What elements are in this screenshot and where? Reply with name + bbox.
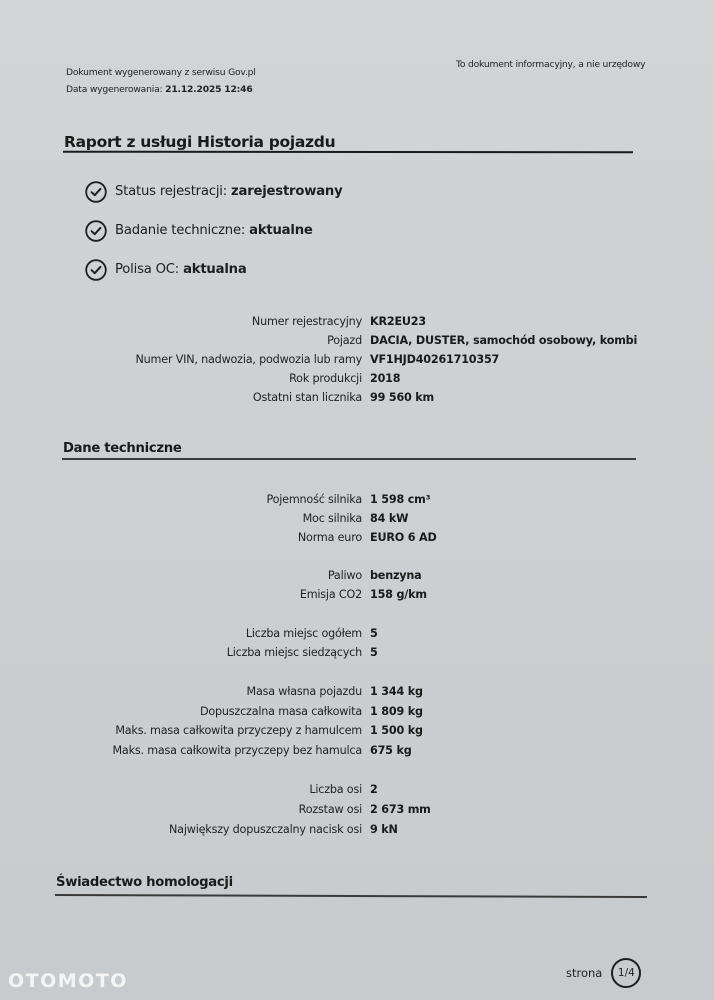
kv-label: Moc silnika [302, 512, 362, 525]
kv-value: 9 kN [370, 823, 398, 836]
page-number-badge: 1/4 [611, 958, 641, 988]
generated-date-label: Data wygenerowania: [66, 84, 163, 95]
kv-value: 5 [370, 646, 378, 659]
watermark-logo: OTOMOTO [8, 970, 128, 992]
kv-value: EURO 6 AD [370, 531, 437, 544]
kv-label: Pojazd [327, 334, 362, 347]
kv-value: benzyna [370, 569, 422, 582]
section-title-homologation: Świadectwo homologacji [56, 875, 233, 890]
status-value: aktualne [249, 223, 313, 238]
kv-label: Liczba miejsc siedzących [226, 646, 362, 659]
report-title: Raport z usługi Historia pojazdu [64, 133, 336, 151]
page-indicator [566, 958, 641, 988]
kv-value: 2 [370, 783, 378, 796]
section-divider [62, 458, 636, 460]
kv-label: Dopuszczalna masa całkowita [199, 705, 362, 718]
status-label: Status rejestracji: [115, 184, 228, 199]
kv-label: Liczba osi [309, 783, 362, 796]
status-inspection [85, 218, 343, 243]
status-insurance [85, 257, 343, 282]
check-circle-icon [85, 220, 107, 242]
kv-label: Paliwo [327, 569, 362, 582]
page-label: strona [566, 966, 603, 980]
kv-value: 158 g/km [370, 588, 427, 601]
kv-value: 2018 [370, 372, 401, 385]
kv-label: Norma euro [297, 531, 362, 544]
generated-date-value: 21.12.2025 12:46 [165, 84, 253, 95]
status-registration [85, 179, 343, 204]
disclaimer-text: To dokument informacyjny, a nie urzędowy [456, 59, 646, 70]
kv-value: 1 598 cm³ [370, 493, 431, 506]
kv-value: 5 [370, 627, 378, 640]
section-title-technical: Dane techniczne [63, 441, 182, 456]
kv-value: 1 500 kg [370, 724, 423, 737]
generated-date [66, 81, 256, 98]
kv-value: KR2EU23 [370, 315, 426, 328]
kv-label: Masa własna pojazdu [246, 685, 362, 698]
status-list [85, 179, 343, 296]
kv-value: 1 809 kg [370, 705, 423, 718]
generated-from-text: Dokument wygenerowany z serwisu Gov.pl [66, 67, 256, 78]
kv-label: Maks. masa całkowita przyczepy z hamulcem [115, 724, 362, 737]
kv-label: Liczba miejsc ogółem [245, 627, 362, 640]
kv-value: 99 560 km [370, 391, 435, 404]
kv-label: Rozstaw osi [298, 803, 362, 816]
title-divider [63, 151, 633, 153]
kv-label: Emisja CO2 [299, 588, 362, 601]
kv-label: Rok produkcji [289, 372, 362, 385]
status-label: Badanie techniczne: [115, 223, 246, 238]
check-circle-icon [85, 181, 107, 203]
kv-label: Maks. masa całkowita przyczepy bez hamulca [112, 744, 362, 757]
kv-label: Największy dopuszczalny nacisk osi [169, 823, 362, 836]
kv-value: DACIA, DUSTER, samochód osobowy, kombi [370, 334, 638, 347]
kv-label: Ostatni stan licznika [252, 391, 362, 404]
document-meta [66, 64, 256, 98]
section-divider [55, 894, 647, 898]
kv-label: Numer VIN, nadwozia, podwozia lub ramy [135, 353, 362, 366]
kv-label: Numer rejestracyjny [251, 315, 362, 328]
kv-value: 2 673 mm [370, 803, 431, 816]
status-label: Polisa OC: [115, 262, 180, 277]
kv-label: Pojemność silnika [266, 493, 362, 506]
status-value: aktualna [183, 262, 247, 277]
kv-value: 84 kW [370, 512, 409, 525]
check-circle-icon [85, 259, 107, 281]
status-value: zarejestrowany [231, 184, 343, 199]
kv-value: 1 344 kg [370, 685, 423, 698]
kv-value: VF1HJD40261710357 [370, 353, 500, 366]
kv-value: 675 kg [370, 744, 412, 757]
